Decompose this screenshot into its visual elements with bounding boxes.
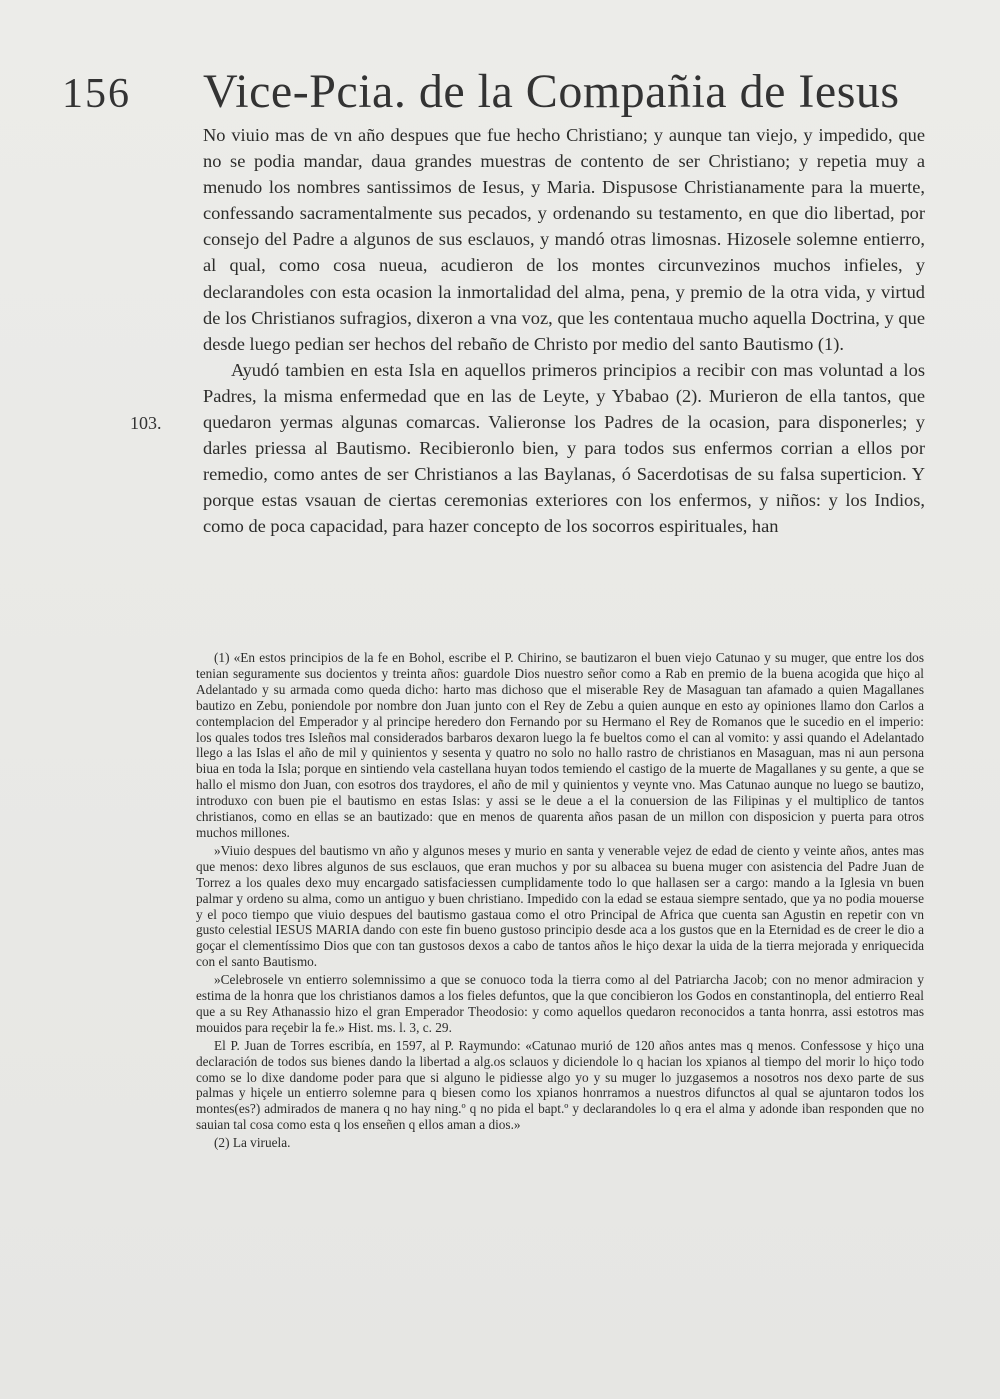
footnote-paragraph: (1) «En estos principios de la fe en Bohol, escribe el P. Chirino, se bautizaron el buen viejo Catunao y su muger, que entre los dos tenian seguramente sus docientos y treinta años: guardole Dios nuestro señor como a Rab en premio de la buena acogida que hiço al Adelantado y su armada como queda dicho: harto mas dichoso que el miserable Rey de Masaguan tan afamado a quien Magallanes bautizo en Zebu, poniendole por nombre don Juan junto con el Rey de Zebu a quien aunque en esto ay opiniones llamo don Carlos a contemplacion del Emperador y al principe heredero don Fernando por su Hermano el Rey de Romanos que le sucedio en el imperio: los quales todos tres Isleños mal considerados barbaros dexaron luego la fe bueltos como el can al vomito: y assi quando el Adelantado llego a las Islas el año de mil y quinientos y sesenta y quatro no solo no hallo rastro de christianos en Masaguan, mas ni aun persona biua en toda la Isla; porque en sintiendo vela castellana huyan todos temiendo el castigo de la muerte de Magallanes y su gente, a que se hallo el mismo don Juan, con esotros dos traydores, el año de mil y quinientos y veynte vno. Mas Catunao aunque no luego se bautizo, introduxo con buen pie el bautismo en estas Islas: y assi se le deue a el la conuersion de las Filipinas y el multiplico de tantos christianos, como en ellas se an bautizado: que en menos de quarenta años pasan de un millon con disposicion y puerta para otros muchos millones. — [196, 650, 924, 840]
footnote-paragraph: »Celebrosele vn entierro solemnissimo a que se conuoco toda la tierra como al del Patriarcha Jacob; con no menor admiracion y estima de la honra que los christianos damos a los fieles defuntos, que la que concibieron los Godos en constantinopla, del entierro Real que a su Rey Athanassio hizo el gran Emperador Theodosio: y como aquellos quedaron reconocidos a tanta honrra, assi estotros mas mouidos para reçebir la fe.» Hist. ms. l. 3, c. 29. — [196, 972, 924, 1035]
page-number: 156 — [62, 71, 131, 117]
main-text — [203, 122, 925, 540]
footnotes — [196, 650, 924, 1151]
footnote-paragraph: »Viuio despues del bautismo vn año y algunos meses y murio en santa y venerable vejez de edad de ciento y veinte años, antes mas que menos: dexo libres algunos de sus esclauos, que eran muchos y por su albacea su buena muger con asistencia del Padre Juan de Torrez a los quales dexo muy encargado satisfaciessen cumplidamente todo lo que hallasen ser a cargo: mando a la Iglesia vn buen palmar y ordeno su alma, como un antiguo y buen christiano. Impedido con la edad se estaua siempre sentado, que ya no podia mouerse y el poco tiempo que viuio despues del bautismo gastaua como el otro Principal de Africa que cuenta san Agustin en repetir con vn gusto celestial IESUS MARIA dando con este fin bueno gustoso principio desde aca a los gustos que en la Eternidad es de creer le dio a goçar el clementíssimo Dios que con tan gustosos dexos a cabo de tantos años le hiço dexar la uida de la tierra mejorada y enriquecida con el santo Bautismo. — [196, 842, 924, 970]
margin-section-number: 103. — [130, 413, 162, 433]
body-paragraph: No viuio mas de vn año despues que fue hecho Christiano; y aunque tan viejo, y impedido, que no se podia mandar, daua grandes muestras de contento de ser Christiano; y repetia muy a menudo los nombres santissimos de Iesus, y Maria. Dispusose Christianamente para la muerte, confessando sacramentalmente sus pecados, y ordenando su testamento, en que dio libertad, por consejo del Padre a algunos de sus esclauos, y mandó otras limosnas. Hizosele solemne entierro, al qual, como cosa nueua, acudieron de los montes circunvezinos muchos infieles, y declarandoles con esta ocasion la inmortalidad del alma, pena, y premio de la otra vida, y virtud de los Christianos sufragios, dixeron a vna voz, que les contentaua mucho aquella Doctrina, y que desde luego pedian ser hechos del rebaño de Christo por medio del santo Bautismo (1). — [203, 125, 925, 354]
running-title: Vice-Pcia. de la Compañia de Iesus — [203, 65, 900, 118]
footnote-paragraph: (2) La viruela. — [214, 1135, 291, 1151]
body-paragraph: Ayudó tambien en esta Isla en aquellos primeros principios a recibir con mas voluntad a los Padres, la misma enfermedad que en las de Leyte, y Ybabao (2). Murieron de ella tantos, que quedaron yermas algunas comarcas. Valieronse los Padres de la ocasion, para disponerles; y darles priessa al Bautismo. Recibieronlo bien, y para todos sus enfermos corrian a ellos por remedio, como antes de ser Christianos a las Baylanas, ó Sacerdotisas de su falsa superticion. Y porque estas vsauan de ciertas ceremonias exteriores con los enfermos, y niños: y los Indios, como de poca capacidad, para hazer concepto de los socorros espirituales, han — [203, 359, 925, 537]
footnote-paragraph: El P. Juan de Torres escribía, en 1597, al P. Raymundo: «Catunao murió de 120 años antes mas q menos. Confessose y hiço una declaración de todos sus bienes dando la libertad a alg.os sclauos y diciendole lo q hacian los xpianos al tiempo del morir lo hiço todo como se lo dixe dandome poder para que si alguno le pidiesse algo yo y su muger lo juzgasemos a nosotros nos dexo parte de sus palmas y hiçele un entierro solemne para q biesen como los xpianos honrramos a nuestros difunctos al qual se ajuntaron todos los montes(es?) admirados de manera q no hay ning.º q no pida el bapt.º y declarandoles lo q era el alma y adonde iban responden que no sauian tal cosa como esta q los enseñen q ellos aman a dios.» — [196, 1037, 924, 1133]
